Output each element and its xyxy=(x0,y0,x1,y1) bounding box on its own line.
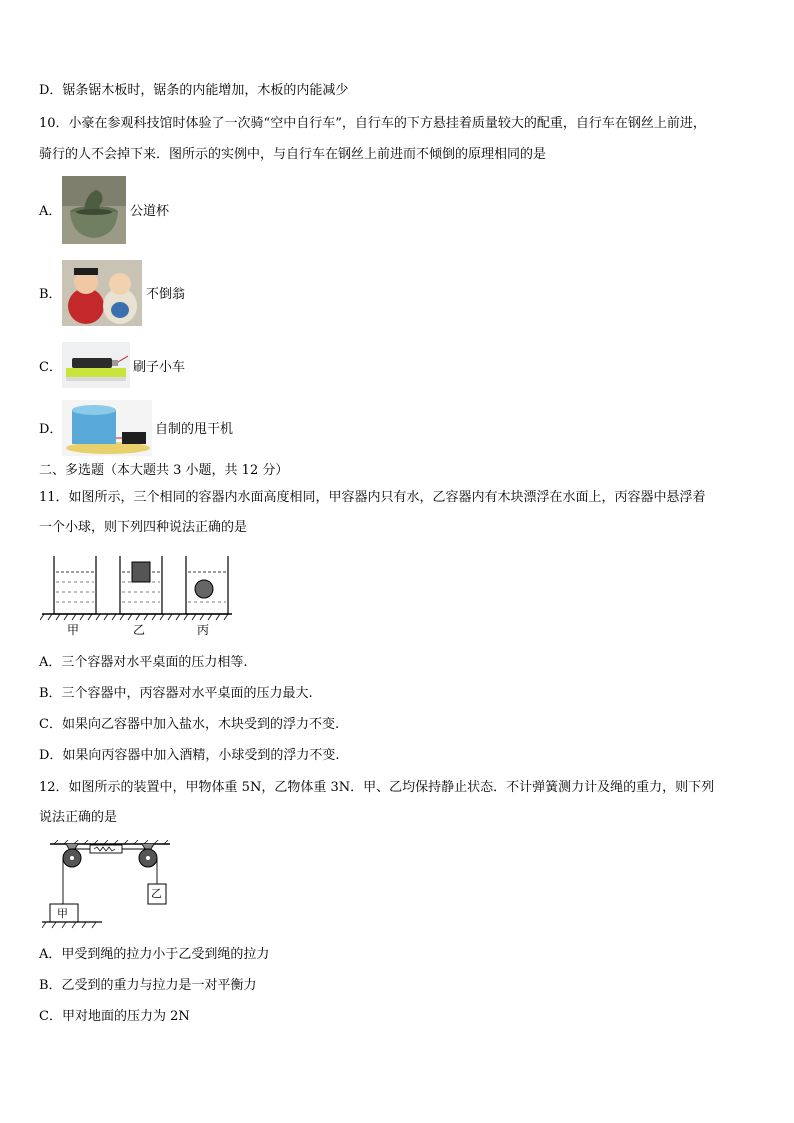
q10-option-b-letter: B． xyxy=(39,287,62,302)
q10-option-b-label: 不倒翁 xyxy=(146,287,186,302)
q12-label-yi: 乙 xyxy=(151,887,162,900)
q11-stem-line2: 一个小球，则下列四种说法正确的是 xyxy=(39,520,248,535)
q12-stem-line2: 说法正确的是 xyxy=(39,810,118,825)
q12-label-jia: 甲 xyxy=(57,907,68,920)
tumbler-doll-image xyxy=(62,260,142,326)
q10-option-c-letter: C． xyxy=(39,360,62,375)
q10-option-a-label: 公道杯 xyxy=(130,204,170,219)
q11-option-d: D．如果向丙容器中加入酒精，小球受到的浮力不变. xyxy=(39,748,340,763)
brush-car-image xyxy=(62,342,130,388)
q12-option-a: A．甲受到绳的拉力小于乙受到绳的拉力 xyxy=(39,947,270,962)
q9-option-d: D．锯条锯木板时，锯条的内能增加，木板的内能减少 xyxy=(39,83,349,98)
q11-label-bing: 丙 xyxy=(197,623,210,637)
q10-stem-line1: 10．小豪在参观科技馆时体验了一次骑“空中自行车”，自行车的下方悬挂着质量较大的配重，自行车在钢丝上前进， xyxy=(39,116,706,131)
q11-label-jia: 甲 xyxy=(67,623,80,637)
q10-option-d-label: 自制的甩干机 xyxy=(155,422,234,437)
q12-option-b: B．乙受到的重力与拉力是一对平衡力 xyxy=(39,978,257,993)
q12-option-c: C．甲对地面的压力为 2N xyxy=(39,1009,190,1024)
q12-stem-line1: 12．如图所示的装置中，甲物体重 5N，乙物体重 3N．甲、乙均保持静止状态．不计弹簧测力计及绳的重力，则下列 xyxy=(39,780,715,795)
q10-stem-line2: 骑行的人不会掉下来．图所示的实例中，与自行车在钢丝上前进而不倾倒的原理相同的是 xyxy=(39,147,547,162)
q11-option-b: B．三个容器中，丙容器对水平桌面的压力最大. xyxy=(39,686,313,701)
q11-label-yi: 乙 xyxy=(133,623,146,637)
q10-option-a-letter: A． xyxy=(39,204,62,219)
section-2-heading: 二、多选题（本大题共 3 小题，共 12 分） xyxy=(39,463,289,478)
q11-option-c: C．如果向乙容器中加入盐水，木块受到的浮力不变. xyxy=(39,717,340,732)
gongdao-cup-image xyxy=(62,176,126,244)
spin-dryer-image xyxy=(62,400,152,456)
q10-option-d-letter: D． xyxy=(39,422,63,437)
q10-option-c-label: 刷子小车 xyxy=(133,360,186,375)
q11-stem-line1: 11．如图所示，三个相同的容器内水面高度相同，甲容器内只有水，乙容器内有木块漂浮在水面上，丙容器中悬浮着 xyxy=(39,490,706,505)
q11-option-a: A．三个容器对水平桌面的压力相等. xyxy=(39,655,248,670)
